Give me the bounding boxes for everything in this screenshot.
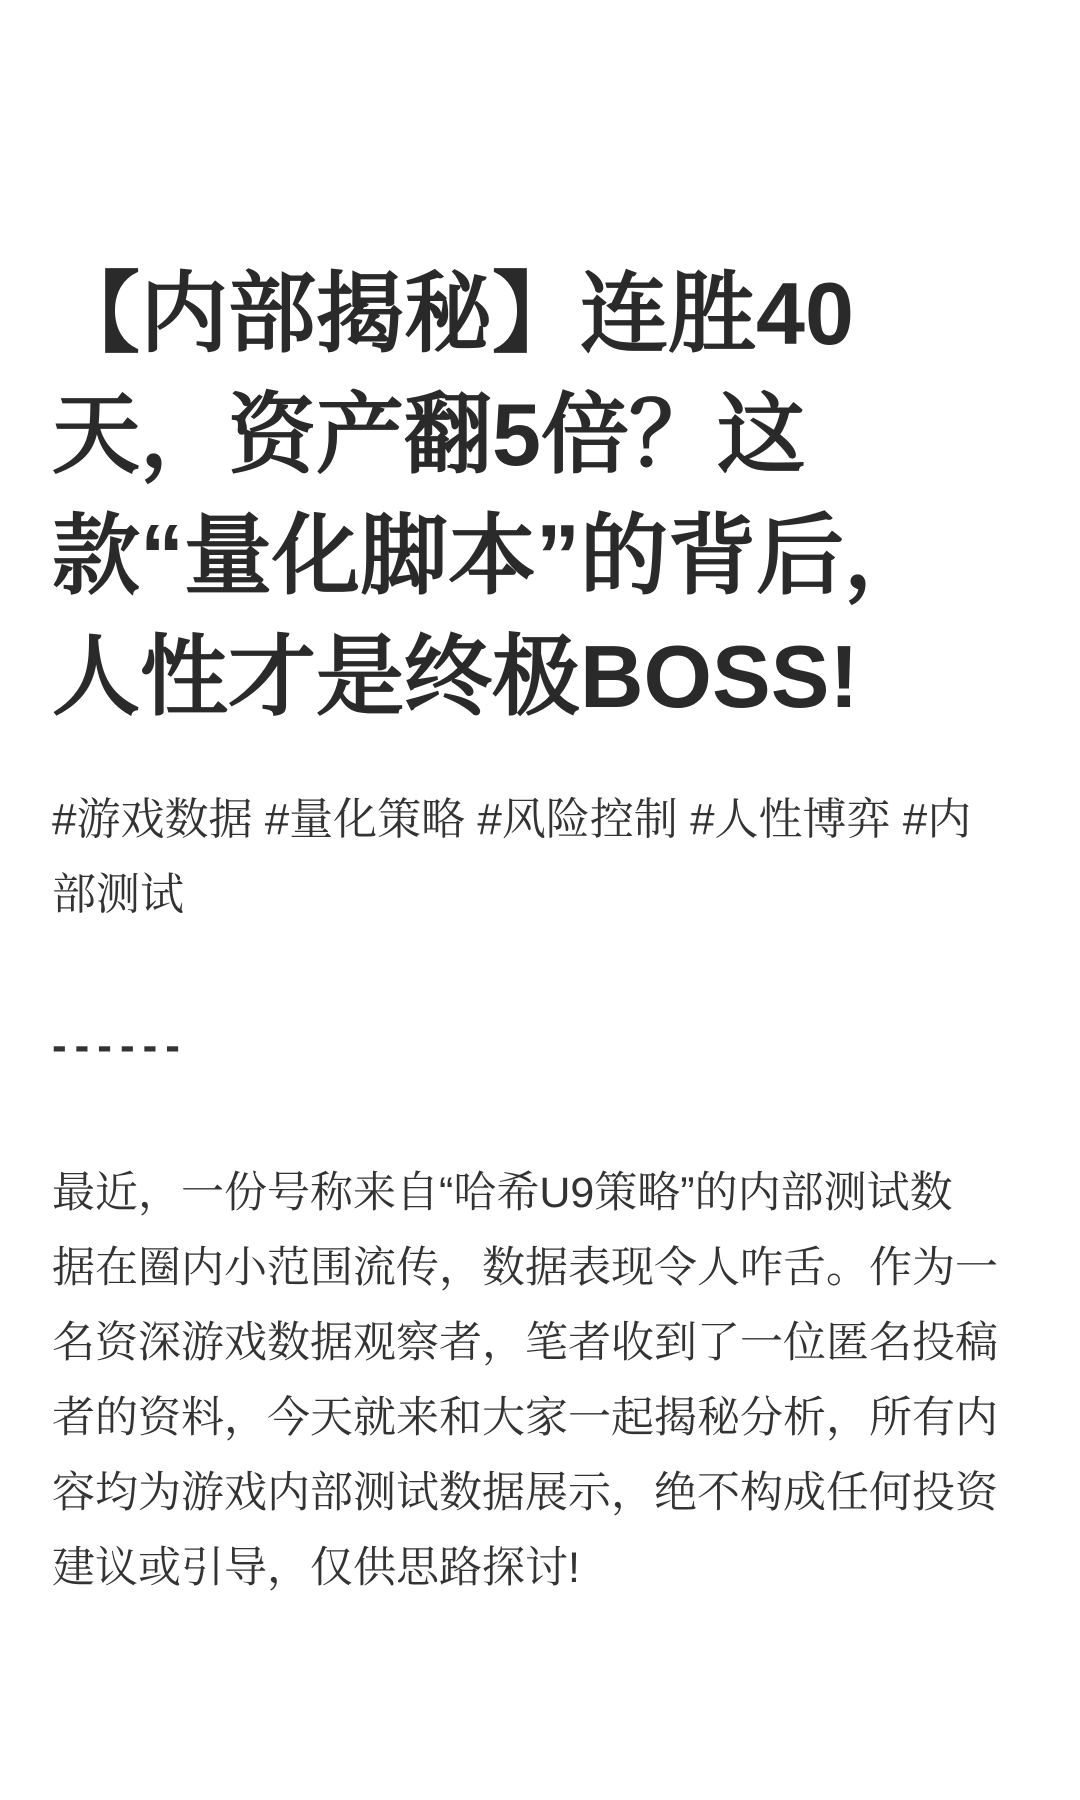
- hashtag-line[interactable]: #游戏数据 #量化策略 #风险控制 #人性博弈 #内: [52, 795, 972, 844]
- body-line: 建议或引导，仅供思路探讨!: [52, 1544, 580, 1592]
- body-line: 名资深游戏数据观察者，笔者收到了一位匿名投稿: [52, 1319, 998, 1367]
- title-line: 天，资产翻5倍？这: [52, 385, 805, 484]
- hashtag-line[interactable]: 部测试: [52, 870, 184, 919]
- body-line: 容均为游戏内部测试数据展示，绝不构成任何投资: [52, 1469, 998, 1517]
- body-line: 据在圈内小范围流传，数据表现令人咋舌。作为一: [52, 1244, 998, 1292]
- title-line: 【内部揭秘】连胜40: [52, 264, 854, 363]
- article-title: [52, 0, 1028, 737]
- body-line: 者的资料，今天就来和大家一起揭秘分析，所有内: [52, 1394, 998, 1442]
- article-body: [52, 1156, 1028, 1606]
- section-divider: ------: [52, 1021, 188, 1070]
- title-line: 款“量化脚本”的背后，: [52, 506, 933, 605]
- hashtag-list[interactable]: [52, 782, 1028, 932]
- body-line: 最近，一份号称来自“哈希U9策略”的内部测试数: [52, 1169, 953, 1217]
- title-line: 人性才是终极BOSS!: [52, 627, 859, 726]
